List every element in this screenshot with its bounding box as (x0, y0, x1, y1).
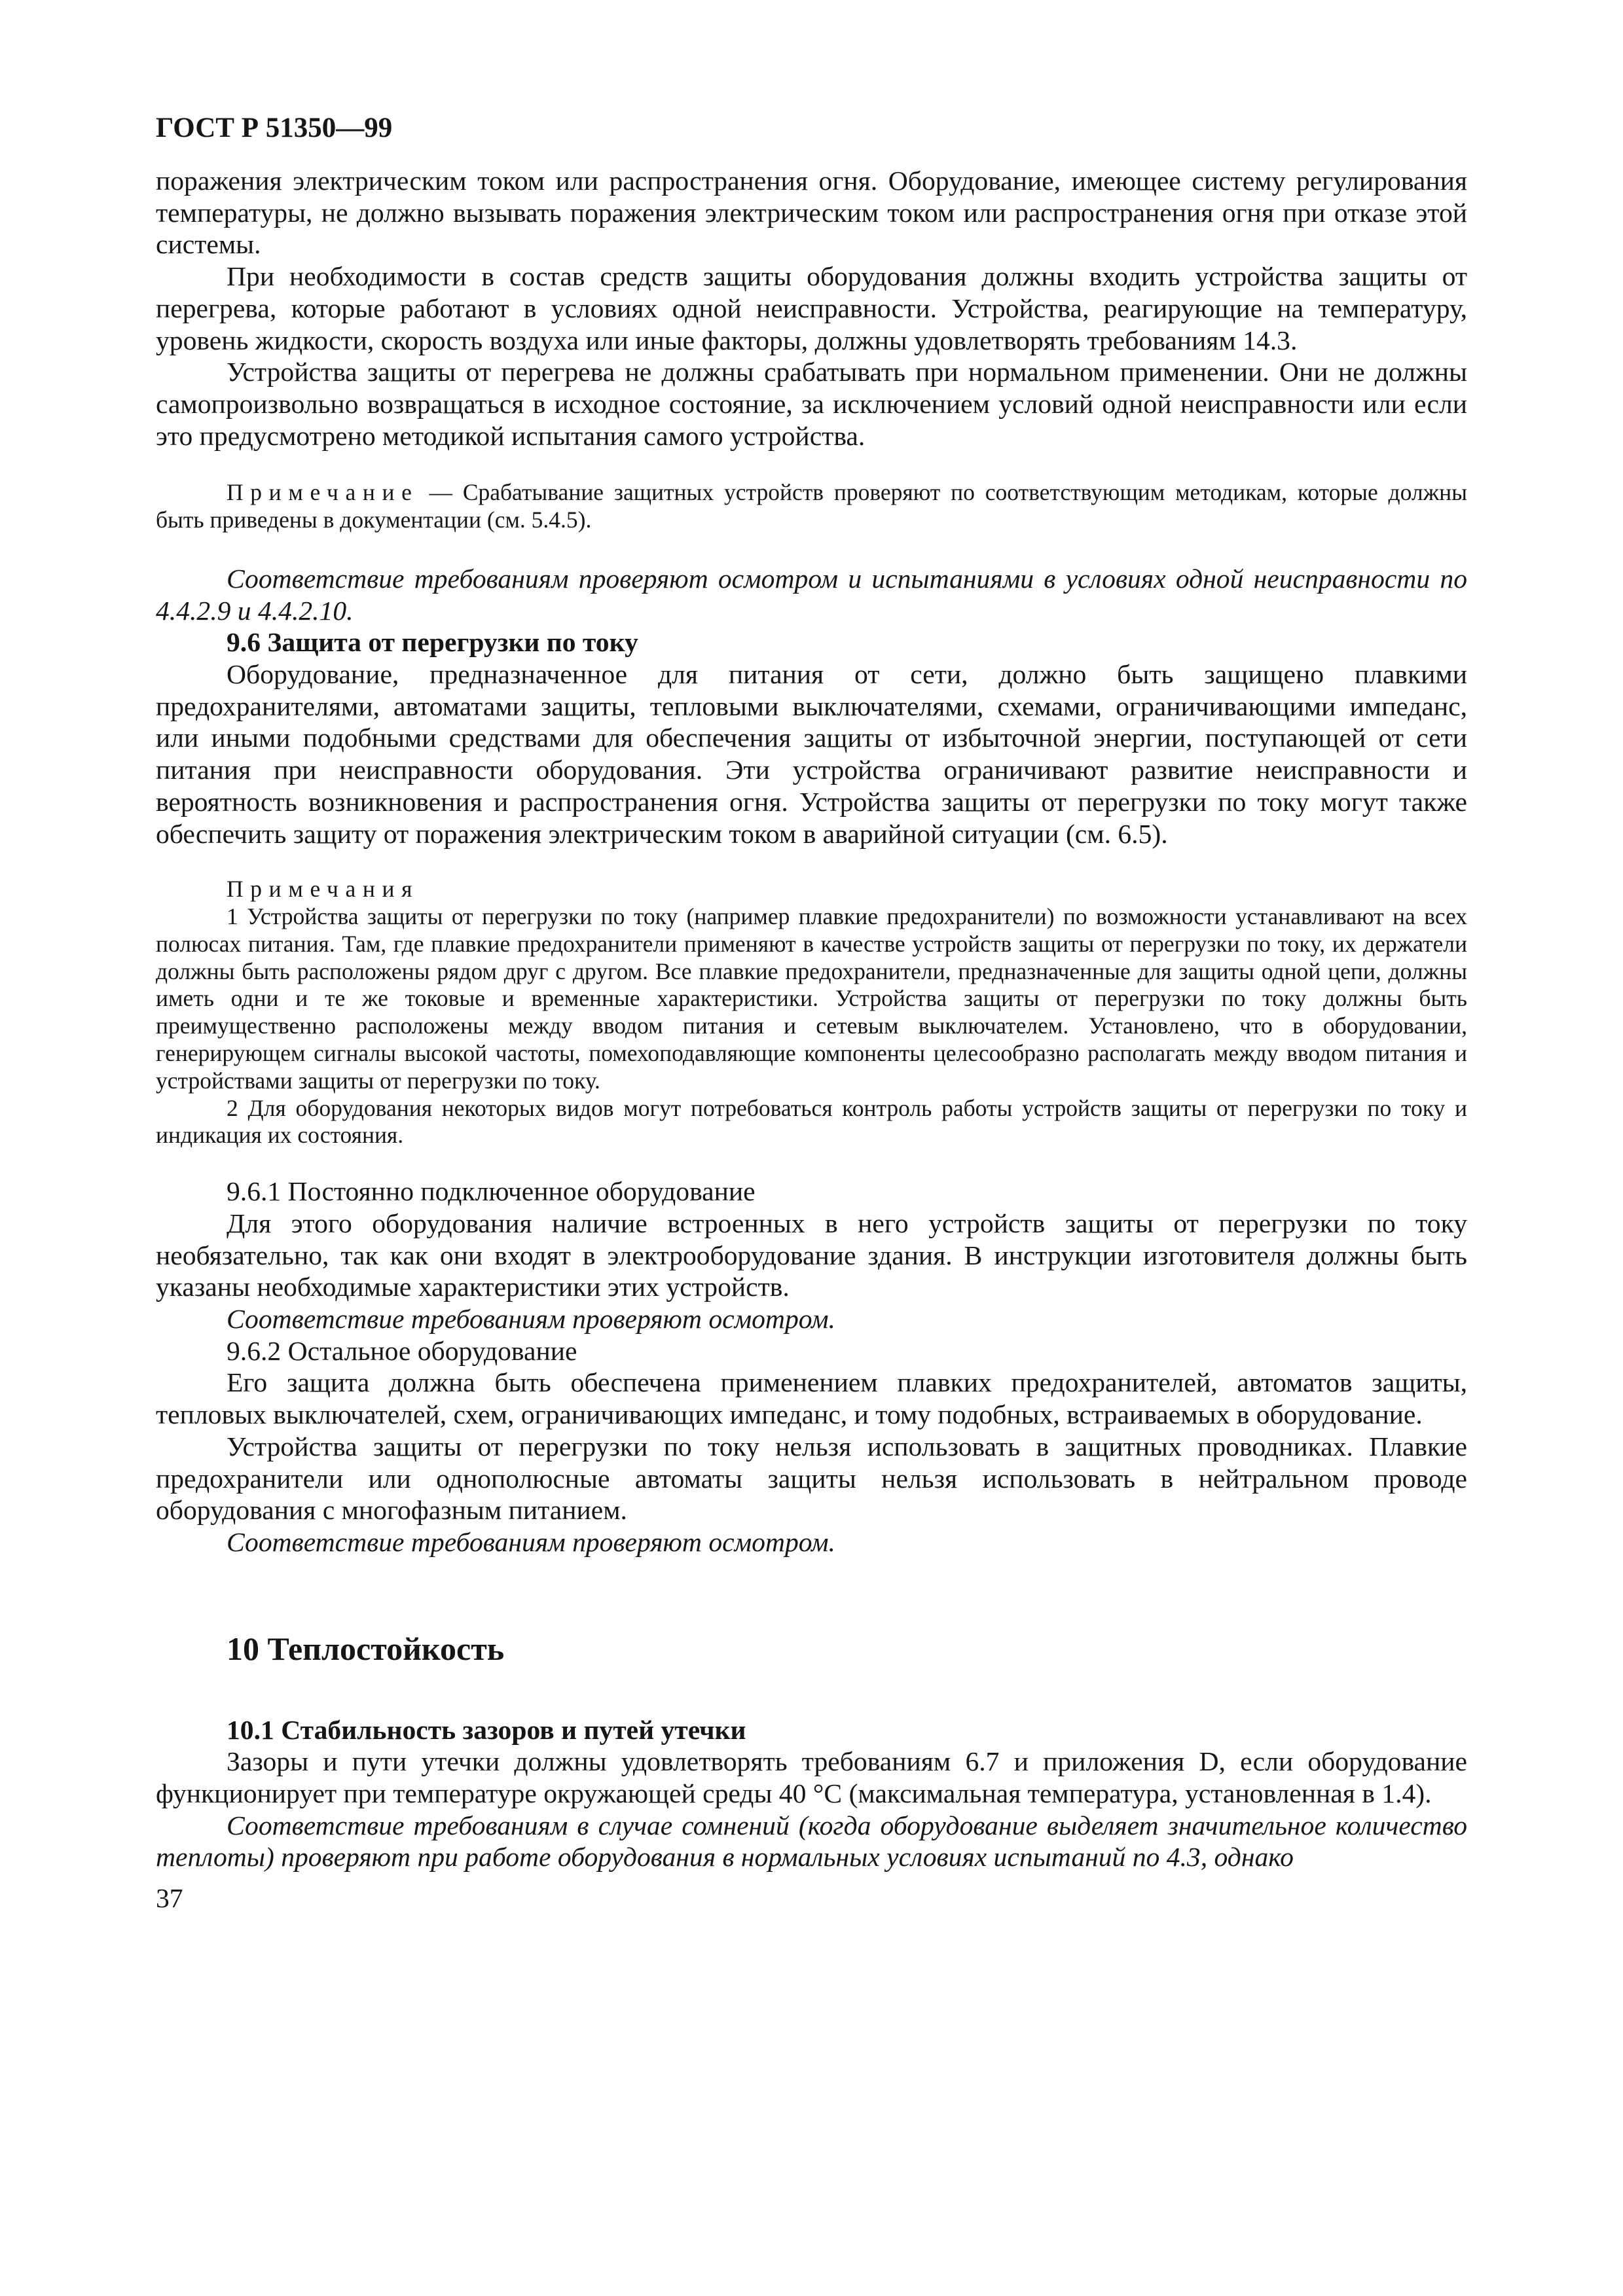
subsection-heading-9-6-1: 9.6.1 Постоянно подключенное оборудование (227, 1176, 756, 1207)
section-heading-9-6: 9.6 Защита от перегрузки по току (227, 627, 638, 658)
compliance-check: Соответствие требованиям проверяют осмотром и испытаниями в условиях одной неисправности по 4.4.2.9 и 4.4.2.10. (156, 563, 1467, 626)
compliance-check: Соответствие требованиям проверяют осмотром. (227, 1526, 835, 1557)
note-item: 2 Для оборудования некоторых видов могут потребоваться контроль работы устройств защиты от перегрузки по току и индикация их состояния. (156, 1094, 1467, 1149)
paragraph: Устройства защиты от перегрузки по току нельзя использовать в защитных проводниках. Плавкие предохранители или однополюсные автоматы защиты нельзя использовать в нейтральном проводе оборудования с многофазным питанием. (156, 1431, 1467, 1526)
note-text: — Срабатывание защитных устройств проверяют по соответствующим методикам, которые должны быть приведены в документации (см. 5.4.5). (156, 479, 1467, 533)
paragraph: Для этого оборудования наличие встроенных в него устройств защиты от перегрузки по току необязательно, так как они входят в электрооборудование здания. В инструкции изготовителя должны быть указаны необходимые характеристики этих устройств. (156, 1208, 1467, 1302)
paragraph: При необходимости в состав средств защиты оборудования должны входить устройства защиты от перегрева, которые работают в условиях одной неисправности. Устройства, реагирующие на температуру, уровень жидкости, скорость воздуха или иные факторы, должны удовлетворять требованиям 14.3. (156, 261, 1467, 355)
subsection-heading-9-6-2: 9.6.2 Остальное оборудование (227, 1335, 577, 1366)
section-heading-10-1: 10.1 Стабильность зазоров и путей утечки (227, 1714, 746, 1745)
document-header: ГОСТ Р 51350—99 (156, 113, 393, 143)
note-item: 1 Устройства защиты от перегрузки по току (например плавкие предохранители) по возможности устанавливают на всех полюсах питания. Там, где плавкие предохранители применяют в качестве устройств защиты от перегрузки по току, их держатели должны быть расположены рядом друг с другом. Все плавкие предохранители, предназначенные для защиты одной цепи, должны иметь одни и те же токовые и временные характеристики. Устройства защиты от перегрузки по току должны быть преимущественно расположены между вводом питания и сетевым выключателем. Установлено, что в оборудовании, генерирующем сигналы высокой частоты, помехоподавляющие компоненты целесообразно располагать между вводом питания и устройствами защиты от перегрузки по току. (156, 903, 1467, 1094)
paragraph: Устройства защиты от перегрева не должны срабатывать при нормальном применении. Они не должны самопроизвольно возвращаться в исходное состояние, за исключением условий одной неисправности или если это предусмотрено методикой испытания самого устройства. (156, 357, 1467, 451)
paragraph: поражения электрическим током или распространения огня. Оборудование, имеющее систему регулирования температуры, не должно вызывать поражения электрическим током или распространения огня при отказе этой системы. (156, 166, 1467, 260)
paragraph: Оборудование, предназначенное для питания от сети, должно быть защищено плавкими предохранителями, автоматами защиты, тепловыми выключателями, схемами, ограничивающими импеданс, или иными подобными средствами для обеспечения защиты от избыточной энергии, поступающей от сети питания при неисправности оборудования. Эти устройства ограничивают развитие неисправности и вероятность возникновения и распространения огня. Устройства защиты от перегрузки по току могут также обеспечить защиту от поражения электрическим током в аварийной ситуации (см. 6.5). (156, 659, 1467, 849)
chapter-heading-10: 10 Теплостойкость (227, 1630, 505, 1667)
paragraph: Его защита должна быть обеспечена применением плавких предохранителей, автоматов защиты, тепловых выключателей, схем, ограничивающих импеданс, и тому подобных, встраиваемых в оборудование. (156, 1367, 1467, 1430)
compliance-check: Соответствие требованиям в случае сомнений (когда оборудование выделяет значительное количество теплоты) проверяют при работе оборудования в нормальных условиях испытаний по 4.3, однако (156, 1810, 1467, 1873)
notes-label: Примечания (227, 876, 420, 903)
note (156, 479, 1467, 534)
note-label: Примечание (227, 479, 419, 506)
document-page (156, 110, 1467, 1914)
compliance-check: Соответствие требованиям проверяют осмотром. (227, 1304, 835, 1335)
page-number: 37 (156, 1883, 183, 1914)
paragraph: Зазоры и пути утечки должны удовлетворять требованиям 6.7 и приложения D, если оборудование функционирует при температуре окружающей среды 40 °C (максимальная температура, установленная в 1.4). (156, 1746, 1467, 1809)
